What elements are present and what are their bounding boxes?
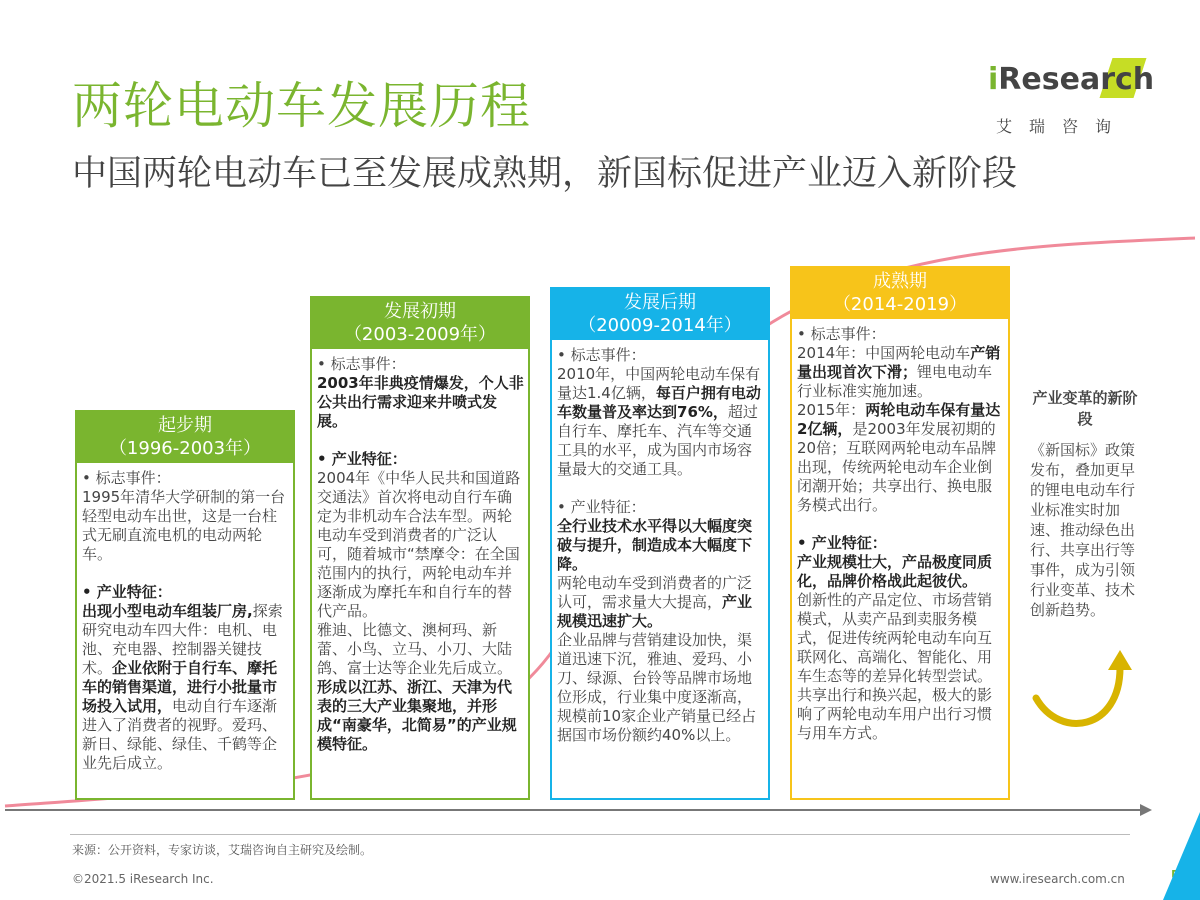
stage-name: 起步期 (158, 415, 212, 436)
time-axis-arrow (1140, 804, 1152, 816)
event-bold: 产销量出现首次下滑； (797, 344, 1001, 381)
stage-early-development-body (312, 349, 528, 754)
website-link[interactable]: www.iresearch.com.cn (990, 872, 1125, 886)
stage-period: （20009-2014年） (578, 315, 742, 336)
event-text: 2010年，中国两轮电动车保有量达1.4亿辆， (557, 365, 761, 402)
stage-startup-body (77, 463, 293, 773)
transition-arrow (1036, 668, 1120, 723)
feature-bold: 形成以江苏、浙江、天津为代表的三大产业集聚地，并形成“南豪华，北简易”的产业规模特征。 (317, 678, 517, 753)
feature-text: 企业品牌与营销建设加快，渠道迅速下沉，雅迪、爱玛、小刀、绿源、台铃等品牌市场地位形成，行业集中度逐渐高，规模前10家企业产销量已经占据国市场份额约40%以上。 (557, 631, 757, 744)
transition-arrow-head (1108, 650, 1132, 670)
feature-text: 电动自行车逐渐进入了消费者的视野。爱玛、新日、绿能、绿佳、千鹤等企业先后成立。 (82, 697, 278, 772)
feature-label: • 产业特征： (557, 498, 646, 516)
event-text: 2015年： (797, 401, 866, 419)
stage-startup (75, 410, 295, 800)
feature-bold: 产业规模壮大，产品极度同质化，品牌价格战此起彼伏。 (797, 553, 993, 590)
feature-text: 创新性的产品定位、市场营销模式，从卖产品到卖服务模式，促进传统两轮电动车向互联网化、高端化、智能化、用车生态等的差异化转型尝试。 (797, 591, 993, 685)
stage-period: （1996-2003年） (108, 438, 262, 459)
feature-text: 2004年《中华人民共和国道路交通法》首次将电动自行车确定为非机动车合法车型。两轮电动车受到消费者的广泛认可，随着城市“禁摩令：在全国范围内的执行，两轮电动车并逐渐成为摩托车和自行车的替代产品。 (317, 469, 521, 620)
feature-bold: 企业依附于自行车、摩托车的销售渠道，进行小批量市场投入试用， (82, 659, 278, 715)
event-text: 锂电电动车行业标准实施加速。 (797, 363, 993, 400)
stage-early-development-header (312, 298, 528, 349)
event-text: 是2003年发展初期的20倍；互联网两轮电动车品牌出现，传统两轮电动车企业倒闭潮开始；共享出行、换电服务模式出行。 (797, 420, 997, 514)
stage-mature-header (792, 268, 1008, 319)
stage-late-development (550, 287, 770, 800)
feature-label: • 产业特征： (797, 534, 887, 552)
feature-label: • 产业特征： (317, 450, 407, 468)
stage-name: 发展初期 (384, 301, 456, 322)
stage-mature (790, 266, 1010, 800)
page-title: 两轮电动车发展历程 (72, 77, 531, 135)
source-note: 来源：公开资料，专家访谈，艾瑞咨询自主研究及绘制。 (72, 843, 373, 857)
event-label: • 标志事件： (317, 355, 406, 373)
event-bold: 两轮电动车保有量达2亿辆， (797, 401, 1001, 438)
event-bold: 2003年非典疫情爆发，个人非公共出行需求迎来井喷式发展。 (317, 374, 524, 430)
event-label: • 标志事件： (797, 325, 886, 343)
stage-name: 成熟期 (873, 271, 927, 292)
stage-mature-body (792, 319, 1008, 743)
new-stage-text: 《新国标》政策发布，叠加更早的锂电电动车行业标准实时加速、推动绿色出行、共享出行等事件，成为引领行业变革、技术创新趋势。 (1030, 441, 1136, 619)
copyright: ©2021.5 iResearch Inc. (72, 872, 214, 886)
stage-late-development-body (552, 340, 768, 745)
event-text: 2014年：中国两轮电动车 (797, 344, 971, 362)
feature-label: • 产业特征： (82, 583, 172, 601)
feature-text: 探索研究电动车四大件：电机、电池、充电器、控制器关键技术。 (82, 602, 283, 677)
stage-late-development-header (552, 289, 768, 340)
page-subtitle: 中国两轮电动车已至发展成熟期，新国标促进产业迈入新阶段 (72, 154, 1018, 194)
stage-startup-header (77, 412, 293, 463)
feature-text: 共享出行和换兴起，极大的影响了两轮电动车用户出行习惯与用车方式。 (797, 686, 993, 742)
corner-decoration (1163, 812, 1200, 900)
feature-text: 雅迪、比德文、澳柯玛、新蕾、小鸟、立马、小刀、大陆鸽、富士达等企业先后成立。 (317, 621, 513, 677)
logo-research: Research (998, 62, 1155, 97)
stage-period: （2003-2009年） (343, 324, 497, 345)
stage-name: 发展后期 (624, 292, 696, 313)
feature-bold: 出现小型电动车组装厂房, (82, 602, 253, 620)
event-text: 超过自行车、摩托车、汽车等交通工具的水平，成为国内市场容量最大的交通工具。 (557, 403, 758, 478)
event-label: • 标志事件： (82, 469, 171, 487)
page-number: 5 (1170, 866, 1183, 890)
event-text: 1995年清华大学研制的第一台轻型电动车出世，这是一台柱式无刷直流电机的电动两轮车。 (82, 488, 286, 563)
stage-early-development (310, 296, 530, 800)
feature-bold: 产业规模迅速扩大。 (557, 593, 753, 630)
event-bold: 每百户拥有电动车数量普及率达到76%， (557, 384, 761, 421)
footer-divider (70, 834, 1130, 835)
logo-i: i (988, 62, 999, 97)
feature-bold: 全行业技术水平得以大幅度突破与提升，制造成本大幅度下降。 (557, 517, 753, 573)
feature-text: 两轮电动车受到消费者的广泛认可，需求量大大提高， (557, 574, 753, 611)
event-label: • 标志事件： (557, 346, 646, 364)
new-stage-title: 产业变革的新阶段 (1032, 389, 1138, 428)
logo-cn: 艾瑞咨询 (996, 117, 1129, 136)
stage-period: （2014-2019） (832, 294, 968, 315)
